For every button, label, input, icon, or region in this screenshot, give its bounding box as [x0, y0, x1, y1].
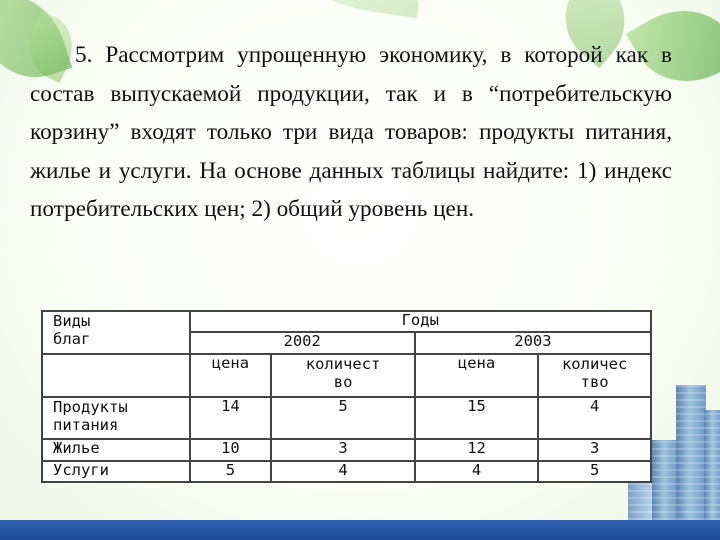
cell-price-2002: 14 — [190, 397, 272, 440]
row-name: Жилье — [42, 439, 190, 460]
header-empty — [42, 354, 190, 397]
problem-text: 5. Рассмотрим упрощенную экономику, в которой как в состав выпускаемой продукции, так и в “потребительскую корзину” входят только три вида товаров: продукты питания, жилье и услуги. На основе данных таблицы найдите: 1) индекс потребительских цен; 2) общий уровень цен. — [30, 42, 672, 223]
building-decoration — [704, 410, 720, 520]
cell-qty-2003: 3 — [538, 439, 651, 460]
cell-qty-2002: 4 — [271, 461, 415, 482]
header-goods: Виды благ — [42, 311, 190, 354]
table-row — [42, 397, 651, 440]
header-years: Годы — [190, 311, 651, 332]
leaf-decoration — [298, 0, 422, 18]
data-table — [41, 310, 652, 483]
cell-price-2003: 12 — [415, 439, 538, 460]
header-year-2002: 2002 — [190, 332, 415, 353]
row-name: Продукты питания — [42, 397, 190, 440]
header-price-2003: цена — [415, 354, 538, 397]
cell-price-2003: 15 — [415, 397, 538, 440]
table-row — [42, 439, 651, 460]
building-decoration — [652, 440, 678, 520]
cell-price-2002: 10 — [190, 439, 272, 460]
cell-price-2002: 5 — [190, 461, 272, 482]
cell-qty-2003: 5 — [538, 461, 651, 482]
table-row — [42, 461, 651, 482]
header-qty-2002: количест во — [271, 354, 415, 397]
cell-qty-2002: 5 — [271, 397, 415, 440]
header-year-2003: 2003 — [415, 332, 651, 353]
header-price-2002: цена — [190, 354, 272, 397]
row-name: Услуги — [42, 461, 190, 482]
cell-price-2003: 4 — [415, 461, 538, 482]
header-qty-2003: количес тво — [538, 354, 651, 397]
building-decoration — [676, 385, 706, 520]
cell-qty-2003: 4 — [538, 397, 651, 440]
bottom-bar — [0, 520, 720, 540]
cell-qty-2002: 3 — [271, 439, 415, 460]
